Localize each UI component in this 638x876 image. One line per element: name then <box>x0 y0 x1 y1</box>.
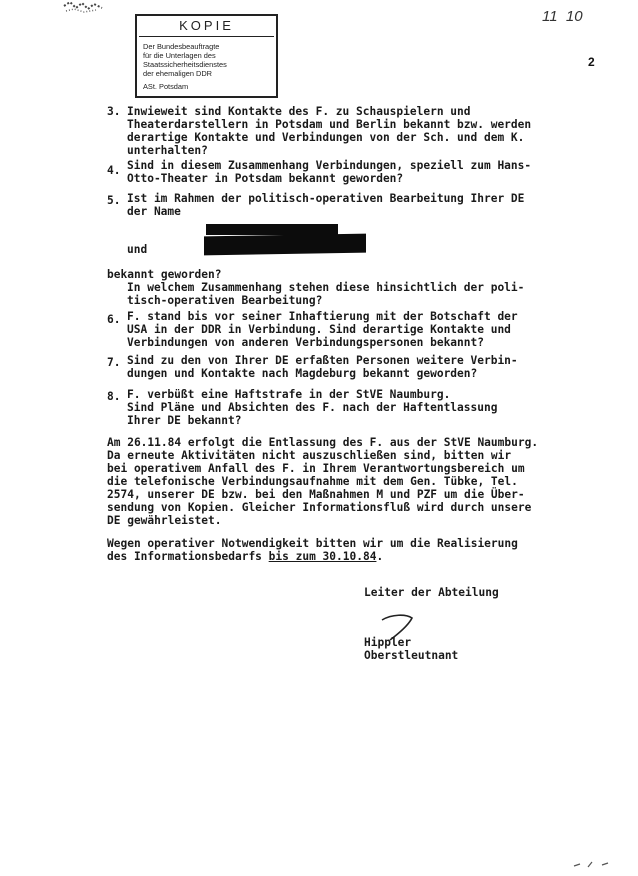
release-paragraph-line: die telefonische Verbindungsaufnahme mit dem Gen. Tübke, Tel. <box>107 475 518 488</box>
item-line: Sind Pläne und Absichten des F. nach der Haftentlassung <box>127 401 498 414</box>
item-line: Sind in diesem Zusammenhang Verbindungen, speziell zum Hans- <box>127 159 532 172</box>
item-line: Verbindungen von anderen Verbindungspersonen bekannt? <box>127 336 484 349</box>
item-number: 8. <box>107 390 121 403</box>
deadline-paragraph-line: Wegen operativer Notwendigkeit bitten wir um die Realisierung <box>107 537 518 550</box>
page-number: 2 <box>588 55 595 69</box>
item-number: 3. <box>107 105 121 118</box>
scan-speckle <box>572 856 612 870</box>
item-line: Sind zu den von Ihrer DE erfaßten Personen weitere Verbin- <box>127 354 518 367</box>
kopie-stamp <box>135 14 278 98</box>
item-line: Inwieweit sind Kontakte des F. zu Schauspielern und <box>127 105 471 118</box>
item5-followup-line: tisch-operativen Bearbeitung? <box>127 294 323 307</box>
signer-rank: Oberstleutnant <box>364 649 459 662</box>
release-paragraph-line: Am 26.11.84 erfolgt die Entlassung des F. aus der StVE Naumburg. <box>107 436 539 449</box>
release-paragraph-line: Da erneute Aktivitäten nicht auszuschließen sind, bitten wir <box>107 449 512 462</box>
item-number: 6. <box>107 313 121 326</box>
stamp-line: der ehemaligen DDR <box>143 69 213 78</box>
release-paragraph-line: bei operativem Anfall des F. in Ihrem Verantwortungsbereich um <box>107 462 525 475</box>
deadline-date: bis zum 30.10.84 <box>268 550 377 563</box>
item-line: Theaterdarstellern in Potsdam und Berlin bekannt bzw. werden <box>127 118 532 131</box>
item-line: USA in der DDR in Verbindung. Sind derartige Kontakte und <box>127 323 511 336</box>
deadline-text: des Informationsbedarfs <box>107 550 269 563</box>
item-number: 5. <box>107 194 121 207</box>
stamp-line: Staatssicherheitsdienstes <box>143 60 227 69</box>
item-line: der Name <box>127 205 181 218</box>
item-line: Ihrer DE bekannt? <box>127 414 242 427</box>
deadline-end: . <box>376 550 384 563</box>
scan-smudge-mark <box>62 0 104 14</box>
stamp-divider <box>139 36 274 37</box>
item-line: F. verbüßt eine Haftstrafe in der StVE Naumburg. <box>127 388 451 401</box>
item-line: F. stand bis vor seiner Inhaftierung mit der Botschaft der <box>127 310 518 323</box>
release-paragraph-line: sendung von Kopien. Gleicher Informationsfluß wird durch unsere <box>107 501 532 514</box>
release-paragraph-line: DE gewährleistet. <box>107 514 222 527</box>
redaction-bar <box>204 234 366 256</box>
stamp-line: ASt. Potsdam <box>143 82 189 91</box>
signer-name: Hippler <box>364 636 412 649</box>
item-line: Otto-Theater in Potsdam bekannt geworden? <box>127 172 404 185</box>
item-number: 7. <box>107 356 121 369</box>
redaction-bar <box>206 224 338 235</box>
item-line: dungen und Kontakte nach Magdeburg bekannt geworden? <box>127 367 478 380</box>
stamp-line: für die Unterlagen des <box>143 51 216 60</box>
stamp-line: Der Bundesbeauftragte <box>143 42 220 51</box>
item5-und: und <box>127 243 148 256</box>
deadline-paragraph-line2 <box>107 550 383 563</box>
item-line: derartige Kontakte und Verbindungen von der Sch. und dem K. <box>127 131 525 144</box>
item-line: Ist im Rahmen der politisch-operativen Bearbeitung Ihrer DE <box>127 192 525 205</box>
signature-role: Leiter der Abteilung <box>364 586 499 599</box>
item-number: 4. <box>107 164 121 177</box>
item-line: unterhalten? <box>127 144 208 157</box>
stamp-title: KOPIE <box>179 18 234 33</box>
handwritten-folio-marks: 11 10 <box>542 8 583 25</box>
release-paragraph-line: 2574, unserer DE bzw. bei den Maßnahmen M und PZF um die Über- <box>107 488 525 501</box>
item5-followup-line: In welchem Zusammenhang stehen diese hinsichtlich der poli- <box>127 281 525 294</box>
item5-continuation: bekannt geworden? <box>107 268 222 281</box>
